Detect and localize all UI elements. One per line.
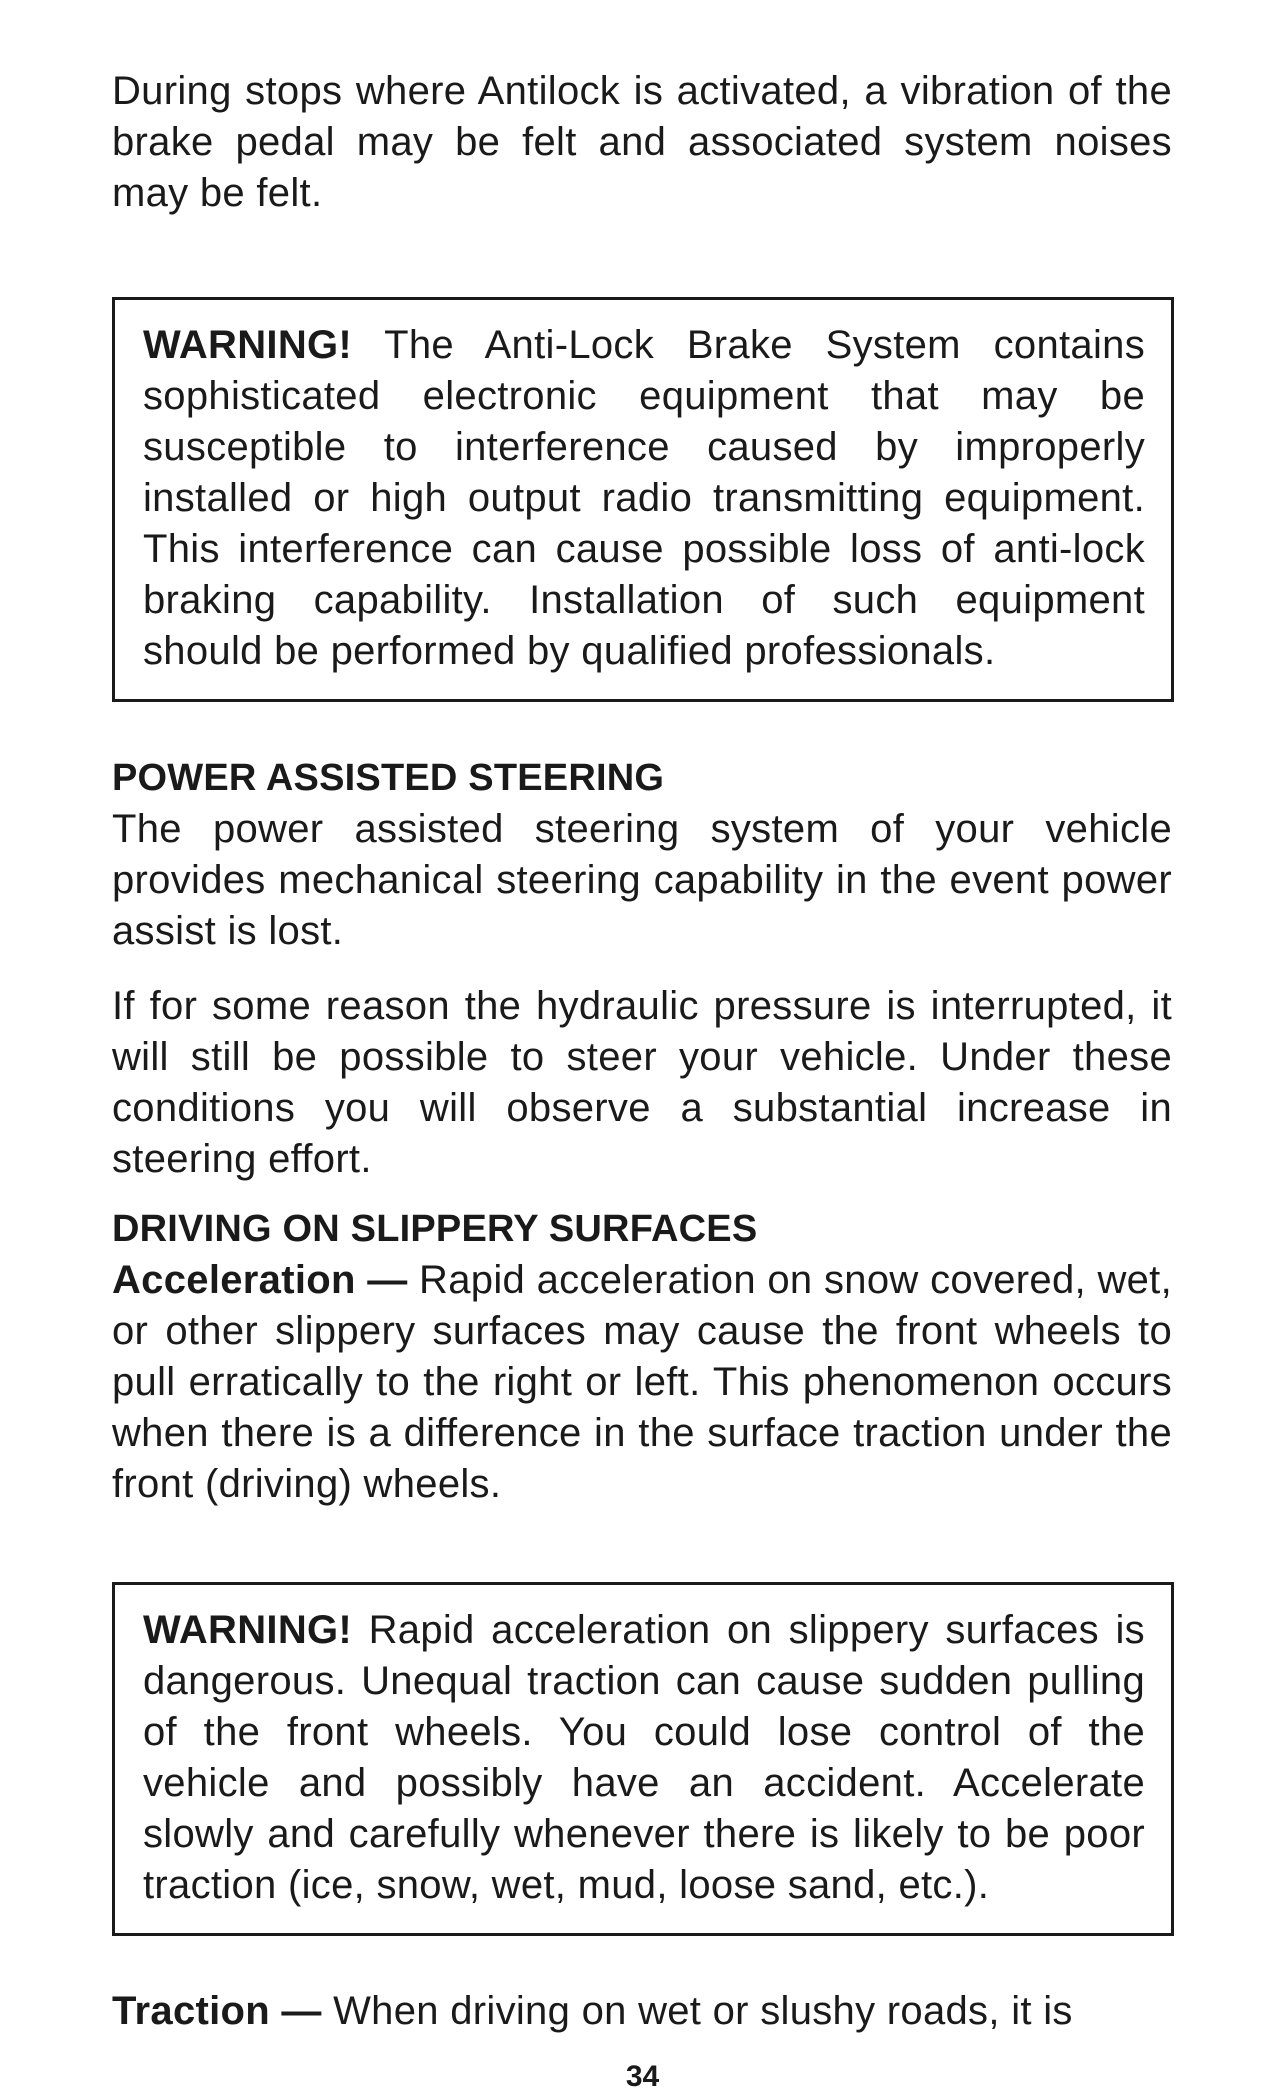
antilock-vibration-paragraph: During stops where Antilock is activated, a vibration of the brake pedal may be felt and associated system noises may be felt. [112, 69, 1172, 215]
manual-page [112, 66, 1172, 2037]
power-steering-paragraph-1: The power assisted steering system of your vehicle provides mechanical steering capability in the event power assist is lost. [112, 807, 1172, 953]
warning-label: WARNING! [143, 323, 353, 367]
power-steering-heading: POWER ASSISTED STEERING [112, 757, 665, 799]
warning-label: WARNING! [143, 1608, 353, 1652]
acceleration-term: Acceleration — [112, 1258, 408, 1302]
page-number: 34 [625, 2060, 660, 2093]
traction-term: Traction — [112, 1989, 322, 2033]
acceleration-paragraph [112, 1255, 1172, 1510]
traction-paragraph [112, 1986, 1172, 2037]
abs-interference-warning-box [112, 297, 1174, 702]
acceleration-text: Rapid acceleration on snow covered, wet, or other slippery surfaces may cause the front wheels to pull erratically to the right or left. This phenomenon occurs when there is a difference in the surface traction under the front (driving) wheels. [112, 1258, 1172, 1506]
abs-warning-paragraph [143, 320, 1145, 677]
acceleration-warning-box [112, 1582, 1174, 1936]
slippery-surfaces-heading: DRIVING ON SLIPPERY SURFACES [112, 1208, 758, 1250]
acceleration-warning-text: Rapid acceleration on slippery surfaces is dangerous. Unequal traction can cause sudden pulling of the front wheels. You could lose control of the vehicle and possibly have an accident. Accelerate slowly and carefully whenever there is likely to be poor traction (ice, snow, wet, mud, loose sand, etc.). [143, 1608, 1145, 1907]
power-steering-paragraph-2: If for some reason the hydraulic pressure is interrupted, it will still be possible to steer your vehicle. Under these conditions you will observe a substantial increase in steering effort. [112, 984, 1172, 1181]
abs-warning-text: The Anti-Lock Brake System contains sophisticated electronic equipment that may be susceptible to interference caused by improperly installed or high output radio transmitting equipment. This interference can cause possible loss of anti-lock braking capability. Installation of such equipment should be performed by qualified professionals. [143, 323, 1145, 673]
traction-text: When driving on wet or slushy roads, it is [321, 1989, 1073, 2033]
acceleration-warning-paragraph [143, 1605, 1145, 1911]
